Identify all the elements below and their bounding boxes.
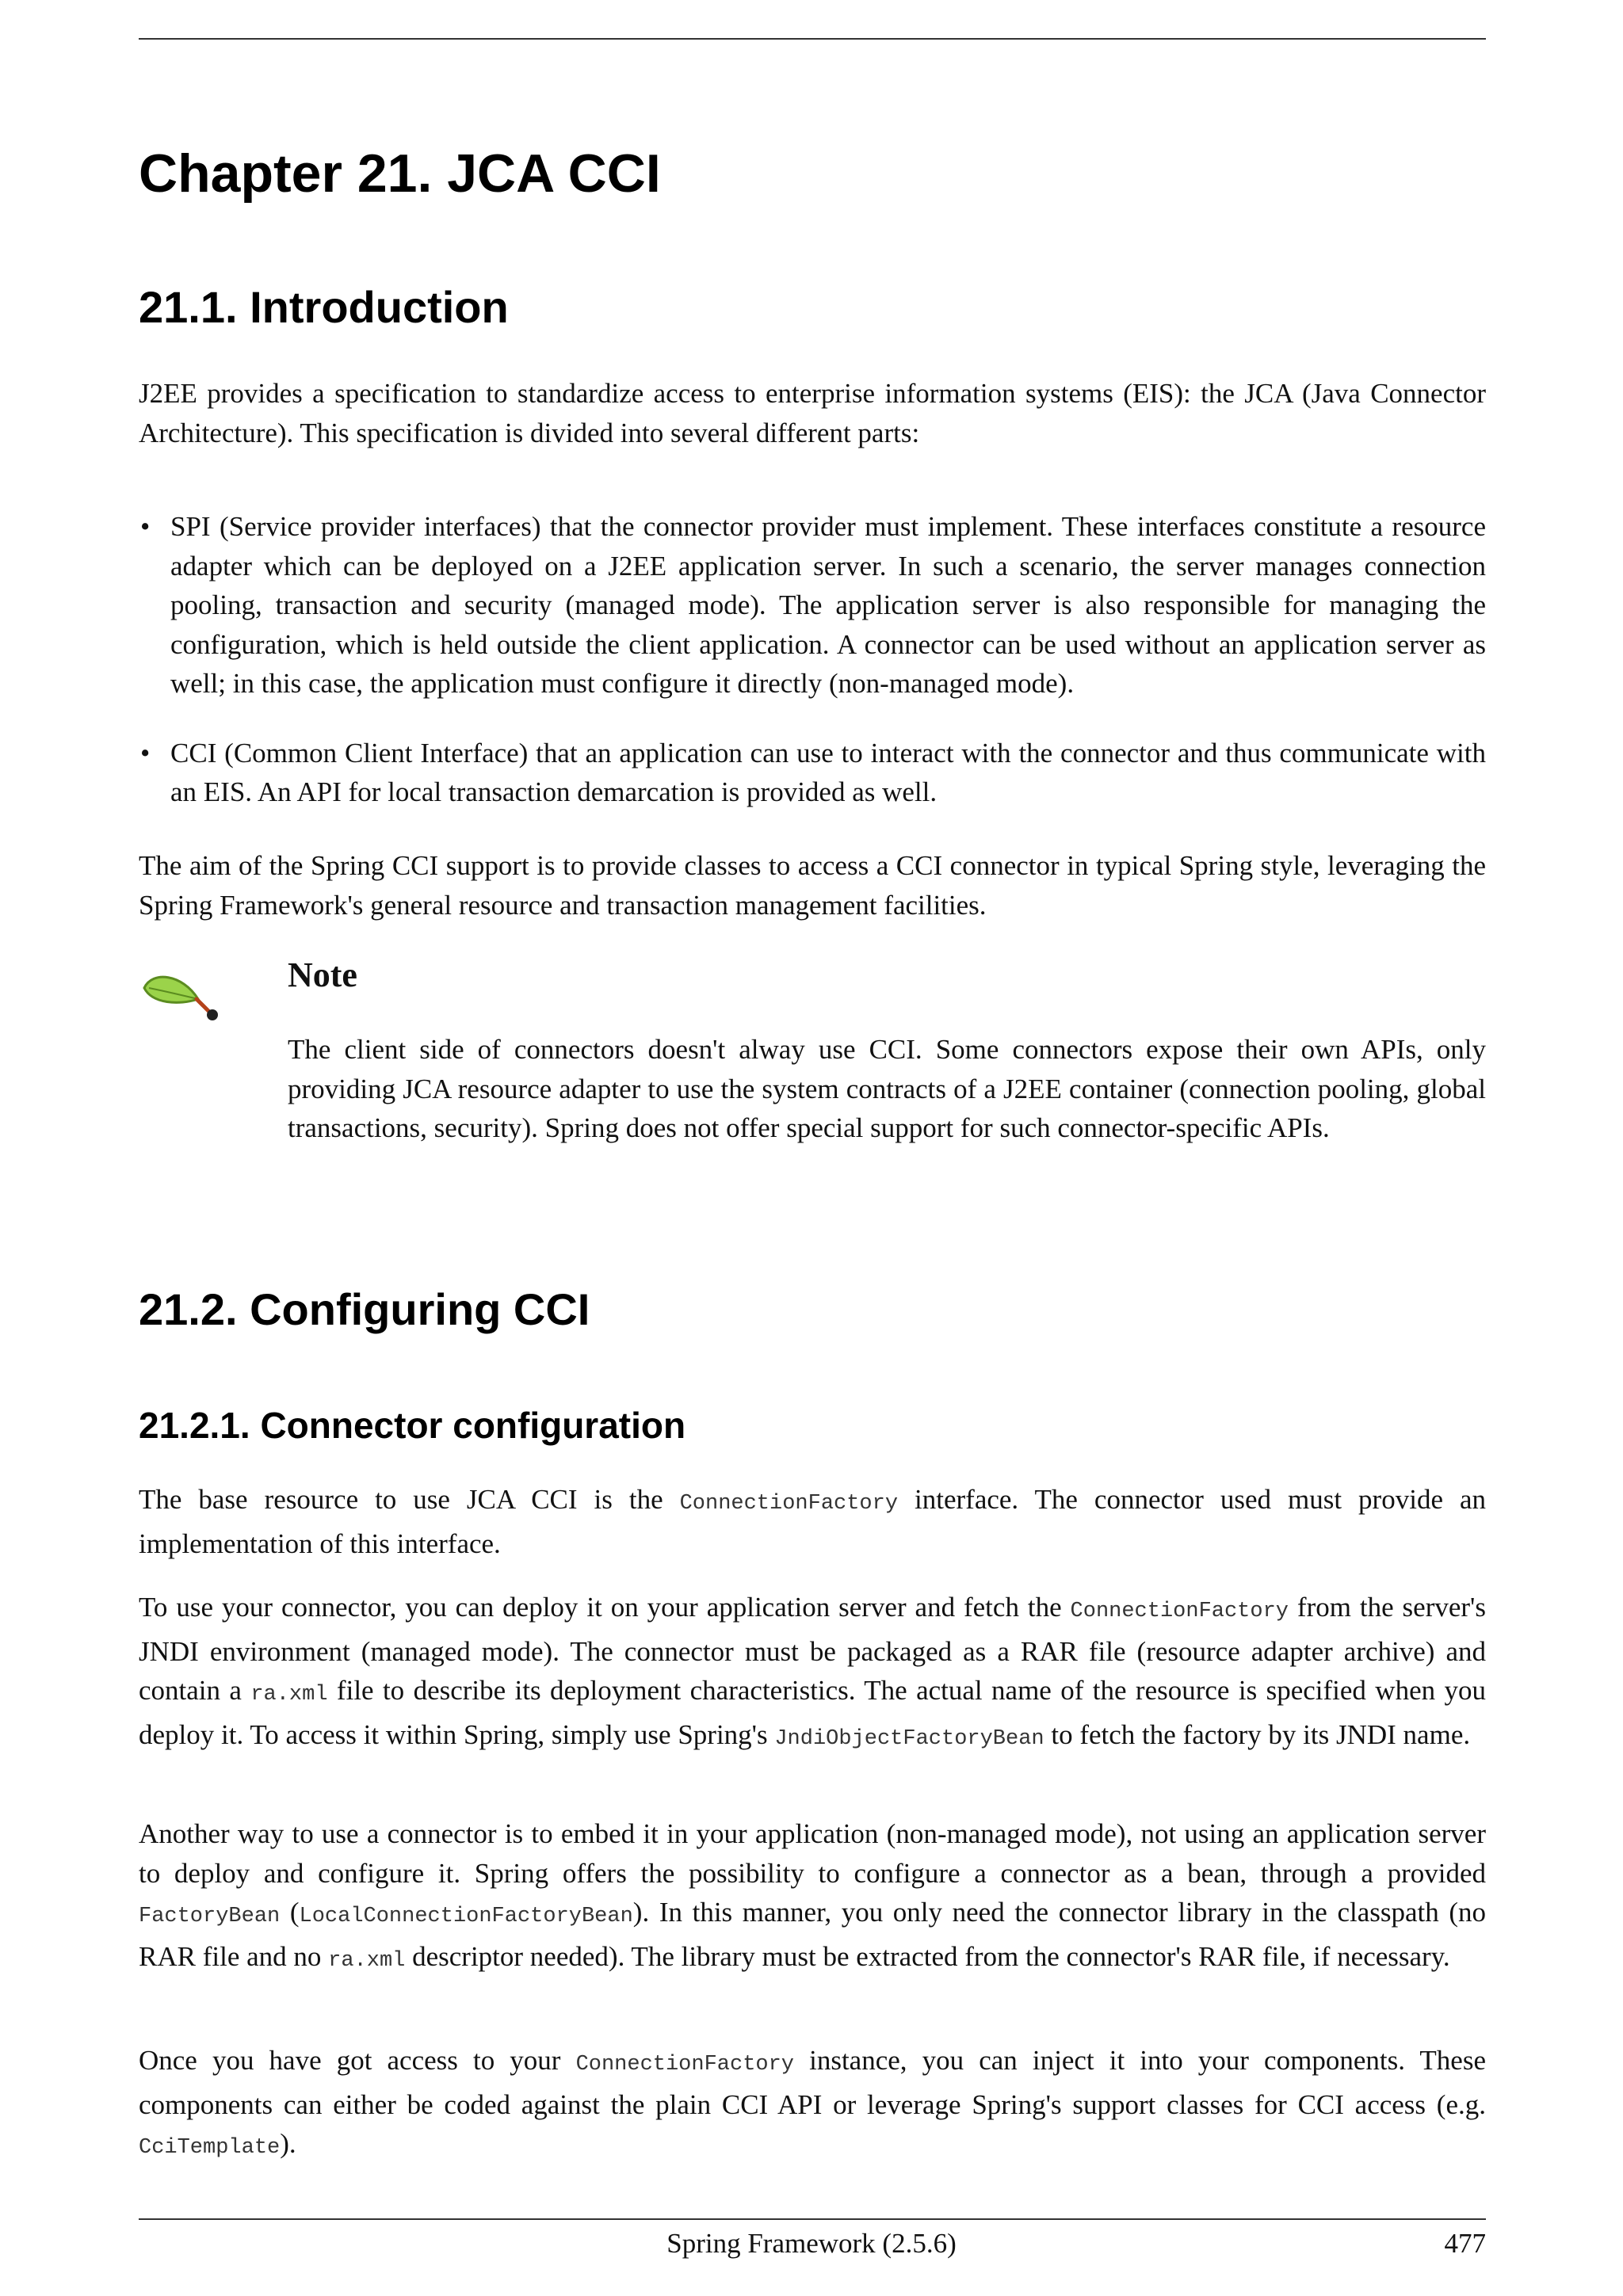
footer-title: Spring Framework (2.5.6) — [666, 2228, 957, 2259]
subsection-heading-connector-configuration: 21.2.1. Connector configuration — [139, 1405, 686, 1446]
chapter-title: Chapter 21. JCA CCI — [139, 143, 661, 204]
section-heading-introduction: 21.1. Introduction — [139, 282, 509, 332]
bullet-text: CCI (Common Client Interface) that an application can use to interact with the connector and thus communicate with an EIS. An API for local transaction demarcation is provided as well. — [170, 737, 1486, 807]
section-heading-configuring-cci: 21.2. Configuring CCI — [139, 1284, 590, 1334]
code-localconnectionfactorybean: LocalConnectionFactoryBean — [299, 1905, 633, 1928]
intro-paragraph: J2EE provides a specification to standardize access to enterprise information systems (EIS): the JCA (Java Connector Architecture). This specification is divided into several different parts: — [139, 378, 1486, 448]
code-connectionfactory: ConnectionFactory — [1070, 1600, 1289, 1623]
bullet-item-spi — [139, 507, 1486, 704]
code-ra-xml: ra.xml — [328, 1948, 406, 1973]
bullet-marker: • — [140, 737, 151, 769]
code-ra-xml: ra.xml — [250, 1683, 328, 1707]
header-rule — [139, 38, 1486, 40]
note-body: The client side of connectors doesn't alway use CCI. Some connectors expose their own APIs, only providing JCA resource adapter to use the system contracts of a J2EE container (connection pooling, global transactions, security). Spring does not offer special support for such connector-specific APIs. — [288, 1034, 1486, 1143]
note-title: Note — [288, 955, 357, 994]
intro-bullet-list — [139, 507, 1486, 812]
code-factorybean: FactoryBean — [139, 1905, 281, 1928]
code-ccitemplate: CciTemplate — [139, 2136, 281, 2160]
bullet-item-cci — [139, 734, 1486, 812]
intro-aim-paragraph: The aim of the Spring CCI support is to provide classes to access a CCI connector in typical Spring style, leveraging the Spring Framework's general resource and transaction management facilities. — [139, 850, 1486, 921]
code-jndiobjectfactorybean: JndiObjectFactoryBean — [774, 1726, 1044, 1751]
code-connectionfactory: ConnectionFactory — [575, 2053, 795, 2077]
code-connectionfactory: ConnectionFactory — [679, 1492, 899, 1516]
bullet-text: SPI (Service provider interfaces) that the connector provider must implement. These interfaces constitute a resource adapter which can be deployed on a J2EE application server. In such a scenario, the server manages connection pooling, transaction and security (managed mode). The application server is also responsible for managing the configuration, which is held outside the client application. A connector can be used without an application server as well; in this case, the application must configure it directly (non-managed mode). — [170, 511, 1486, 699]
bullet-marker: • — [140, 511, 151, 542]
config-paragraph-2: To use your connector, you can deploy it on your application server and fetch the ConnectionFactory from the server's JNDI environment (managed mode). The connector must be packaged as a RAR file (resource adapter archive) and contain a ra.xml file to describe its deployment characteristics. The actual name of the resource is specified when you deploy it. To access it within Spring, simply use Spring's JndiObjectFactoryBean to fetch the factory by its JNDI name. — [139, 1592, 1486, 1751]
leaf-icon — [141, 971, 220, 1026]
footer-rule — [139, 2218, 1486, 2220]
config-paragraph-1: The base resource to use JCA CCI is the ConnectionFactory interface. The connector used must provide an implementation of this interface. — [139, 1484, 1486, 1559]
page-number: 477 — [1444, 2228, 1486, 2259]
config-paragraph-4: Once you have got access to your ConnectionFactory instance, you can inject it into your components. These components can either be coded against the plain CCI API or leverage Spring's support classes for CCI access (e.g. CciTemplate). — [139, 2045, 1486, 2160]
config-paragraph-3: Another way to use a connector is to embed it in your application (non-managed mode), not using an application server to deploy and configure it. Spring offers the possibility to configure a connector as a bean, through a provided FactoryBean (LocalConnectionFactoryBean). In this manner, you only need the connector library in the classpath (no RAR file and no ra.xml descriptor needed). The library must be extracted from the connector's RAR file, if necessary. — [139, 1818, 1487, 1973]
